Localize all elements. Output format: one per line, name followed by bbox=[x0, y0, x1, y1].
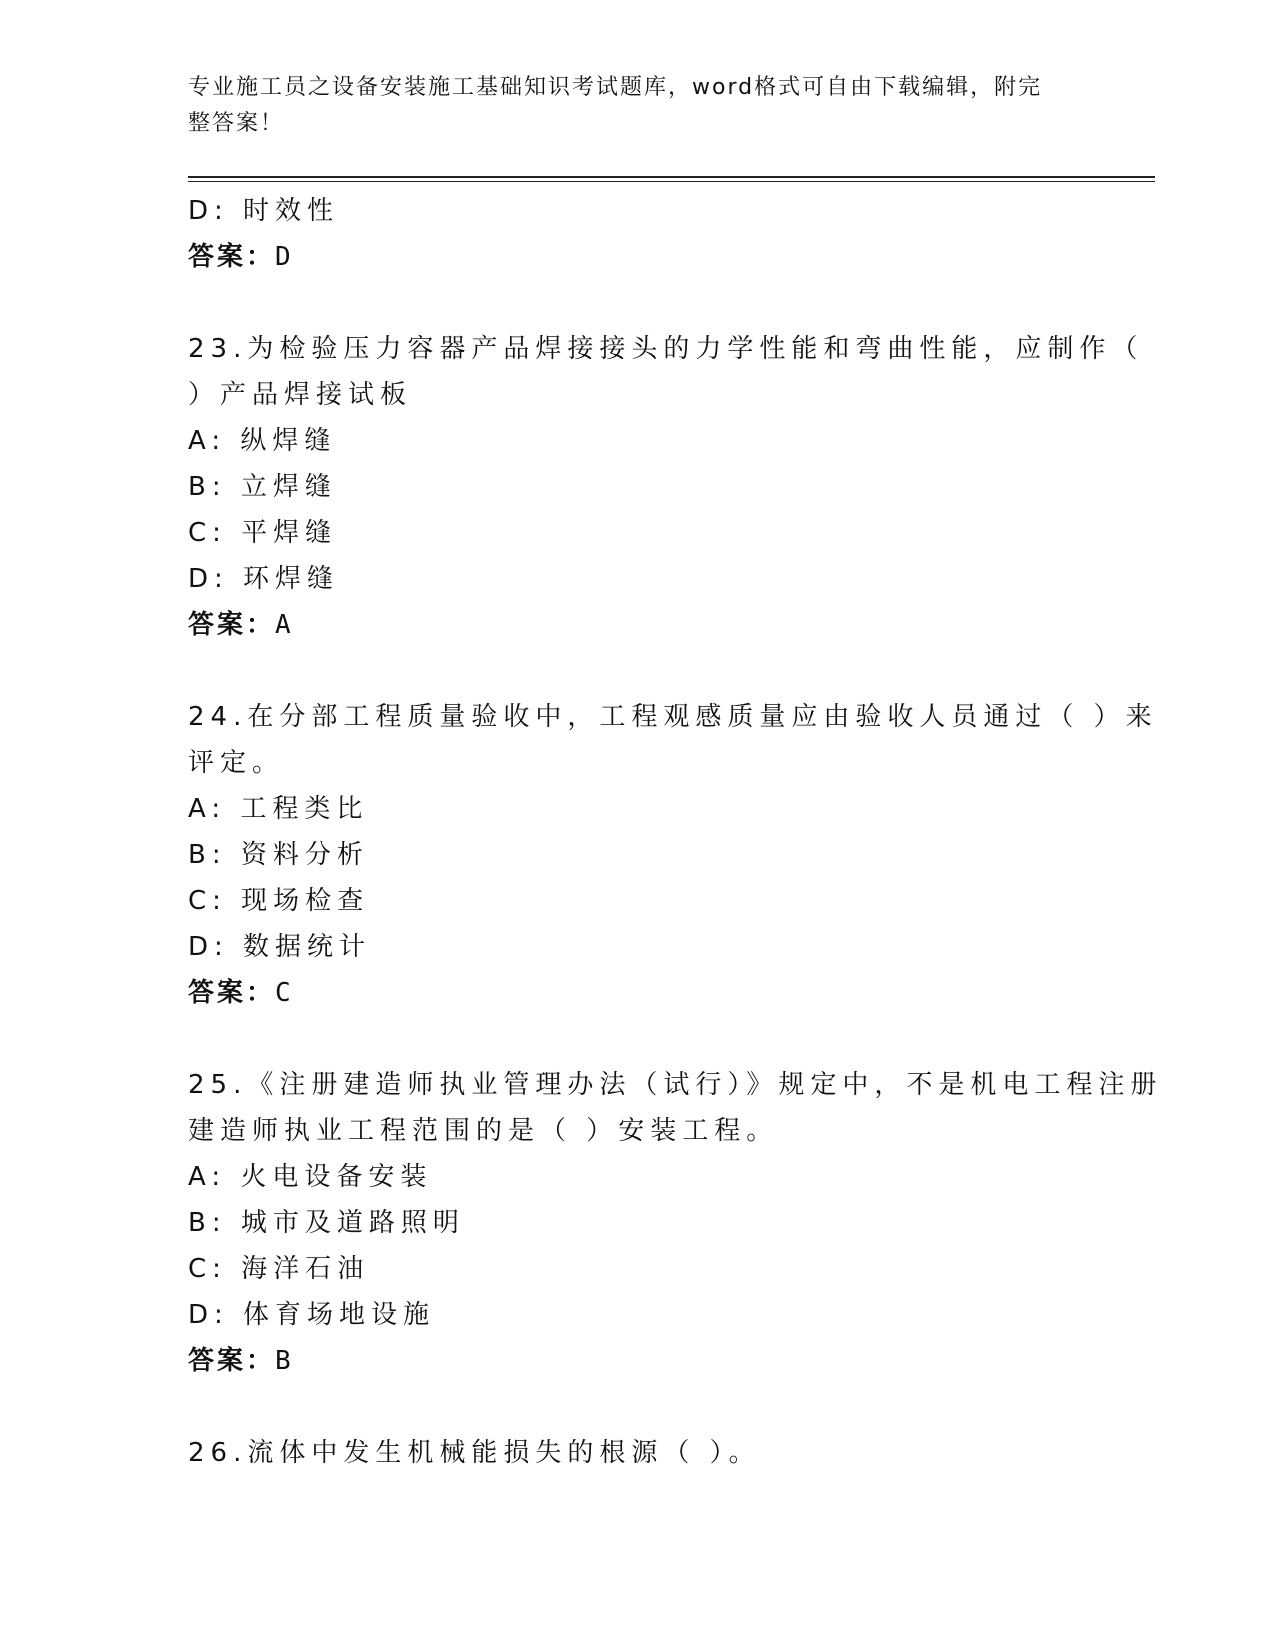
answer-value: C bbox=[275, 978, 294, 1008]
answer-line bbox=[188, 234, 1088, 280]
answer-label: 答案： bbox=[188, 978, 276, 1008]
answer-line bbox=[188, 1338, 1088, 1384]
option-b: B: 立焊缝 bbox=[188, 472, 337, 502]
question-gap bbox=[188, 1384, 1088, 1430]
option-a: A: 火电设备安装 bbox=[188, 1162, 433, 1192]
option-d: D: 数据统计 bbox=[188, 932, 372, 962]
header-rule-thick bbox=[188, 176, 1155, 178]
option-a: A: 纵焊缝 bbox=[188, 426, 337, 456]
question-24 bbox=[188, 694, 1158, 1016]
answer-line bbox=[188, 602, 1088, 648]
option-c: C: 海洋石油 bbox=[188, 1254, 370, 1284]
option-d: D: 时效性 bbox=[188, 196, 340, 226]
question-gap bbox=[188, 280, 1088, 326]
option-a: A: 工程类比 bbox=[188, 794, 369, 824]
answer-line bbox=[188, 970, 1088, 1016]
answer-label: 答案： bbox=[188, 242, 276, 272]
option-d: D: 环焊缝 bbox=[188, 564, 340, 594]
question-stem-line: 23.为检验压力容器产品焊接接头的力学性能和弯曲性能，应制作（ bbox=[188, 334, 1144, 364]
question-26 bbox=[188, 1430, 1088, 1476]
option-c: C: 现场检查 bbox=[188, 886, 370, 916]
question-stem-line: 建造师执业工程范围的是（ ）安装工程。 bbox=[188, 1116, 779, 1146]
question-25 bbox=[188, 1062, 1163, 1384]
question-stem-line: 24.在分部工程质量验收中，工程观感质量应由验收人员通过（ ）来 bbox=[188, 702, 1158, 732]
header-rule-thin bbox=[188, 181, 1155, 182]
header-line-1: 专业施工员之设备安装施工基础知识考试题库，word格式可自由下载编辑，附完 bbox=[188, 75, 1043, 100]
header-line-2: 整答案！ bbox=[188, 111, 285, 136]
option-b: B: 城市及道路照明 bbox=[188, 1208, 465, 1238]
option-d: D: 体育场地设施 bbox=[188, 1300, 436, 1330]
option-c: C: 平焊缝 bbox=[188, 518, 338, 548]
question-stem-line: 25.《注册建造师执业管理办法（试行）》规定中，不是机电工程注册 bbox=[188, 1070, 1163, 1100]
answer-label: 答案： bbox=[188, 1346, 276, 1376]
question-gap bbox=[188, 648, 1088, 694]
question-content bbox=[188, 188, 1163, 1476]
question-stem-line: 26.流体中发生机械能损失的根源（ ）。 bbox=[188, 1438, 761, 1468]
question-stem-line: 评定。 bbox=[188, 748, 285, 778]
option-b: B: 资料分析 bbox=[188, 840, 369, 870]
document-header bbox=[188, 70, 1068, 142]
answer-value: B bbox=[275, 1346, 294, 1376]
answer-label: 答案： bbox=[188, 610, 276, 640]
question-gap bbox=[188, 1016, 1088, 1062]
answer-value: A bbox=[275, 610, 294, 640]
question-stem-line: ）产品焊接试板 bbox=[188, 380, 413, 410]
answer-value: D bbox=[275, 242, 294, 272]
question-23 bbox=[188, 326, 1144, 648]
